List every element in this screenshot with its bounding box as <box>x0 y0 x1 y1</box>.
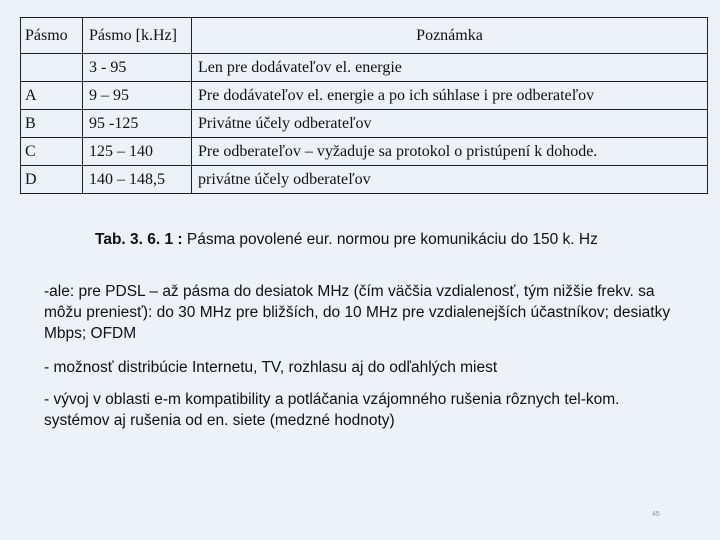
cell-range: 9 – 95 <box>83 82 192 110</box>
table-header-row <box>21 18 708 54</box>
header-range: Pásmo [k.Hz] <box>83 18 192 54</box>
table-row <box>21 54 708 82</box>
cell-note: Pre dodávateľov el. energie a po ich súhlase i pre odberateľov <box>192 82 708 110</box>
frequency-band-table <box>20 17 708 194</box>
table-row <box>21 138 708 166</box>
cell-note: Pre odberateľov – vyžaduje sa protokol o pristúpení k dohode. <box>192 138 708 166</box>
page-number: 45 <box>652 511 660 518</box>
paragraph-pdsl: -ale: pre PDSL – až pásma do desiatok MHz (čím väčšia vzdialenosť, tým nižšie frekv. sa môžu preniesť): do 30 MHz pre bližších, do 10 MHz pre vzdialenejších účastníkov; desiatky Mbps; OFDM <box>44 283 671 342</box>
cell-range: 95 -125 <box>83 110 192 138</box>
paragraph-compatibility: - vývoj v oblasti e-m kompatibility a potláčania vzájomného rušenia rôznych tel-kom. systémov aj rušenia od en. siete (medzné hodnoty) <box>44 391 620 429</box>
cell-band: A <box>21 82 83 110</box>
header-band: Pásmo <box>21 18 83 54</box>
cell-band: D <box>21 166 83 194</box>
cell-band <box>21 54 83 82</box>
table-row <box>21 166 708 194</box>
table-caption <box>95 231 598 249</box>
cell-range: 140 – 148,5 <box>83 166 192 194</box>
header-note: Poznámka <box>192 18 708 54</box>
table-row <box>21 110 708 138</box>
caption-text: Pásma povolené eur. normou pre komunikáciu do 150 k. Hz <box>182 231 598 248</box>
caption-label: Tab. 3. 6. 1 : <box>95 231 183 248</box>
cell-band: C <box>21 138 83 166</box>
cell-note: Len pre dodávateľov el. energie <box>192 54 708 82</box>
cell-note: Privátne účely odberateľov <box>192 110 708 138</box>
cell-range: 125 – 140 <box>83 138 192 166</box>
cell-range: 3 - 95 <box>83 54 192 82</box>
paragraph-distribution: - možnosť distribúcie Internetu, TV, rozhlasu aj do odľahlých miest <box>44 359 498 376</box>
table-row <box>21 82 708 110</box>
cell-note: privátne účely odberateľov <box>192 166 708 194</box>
cell-band: B <box>21 110 83 138</box>
